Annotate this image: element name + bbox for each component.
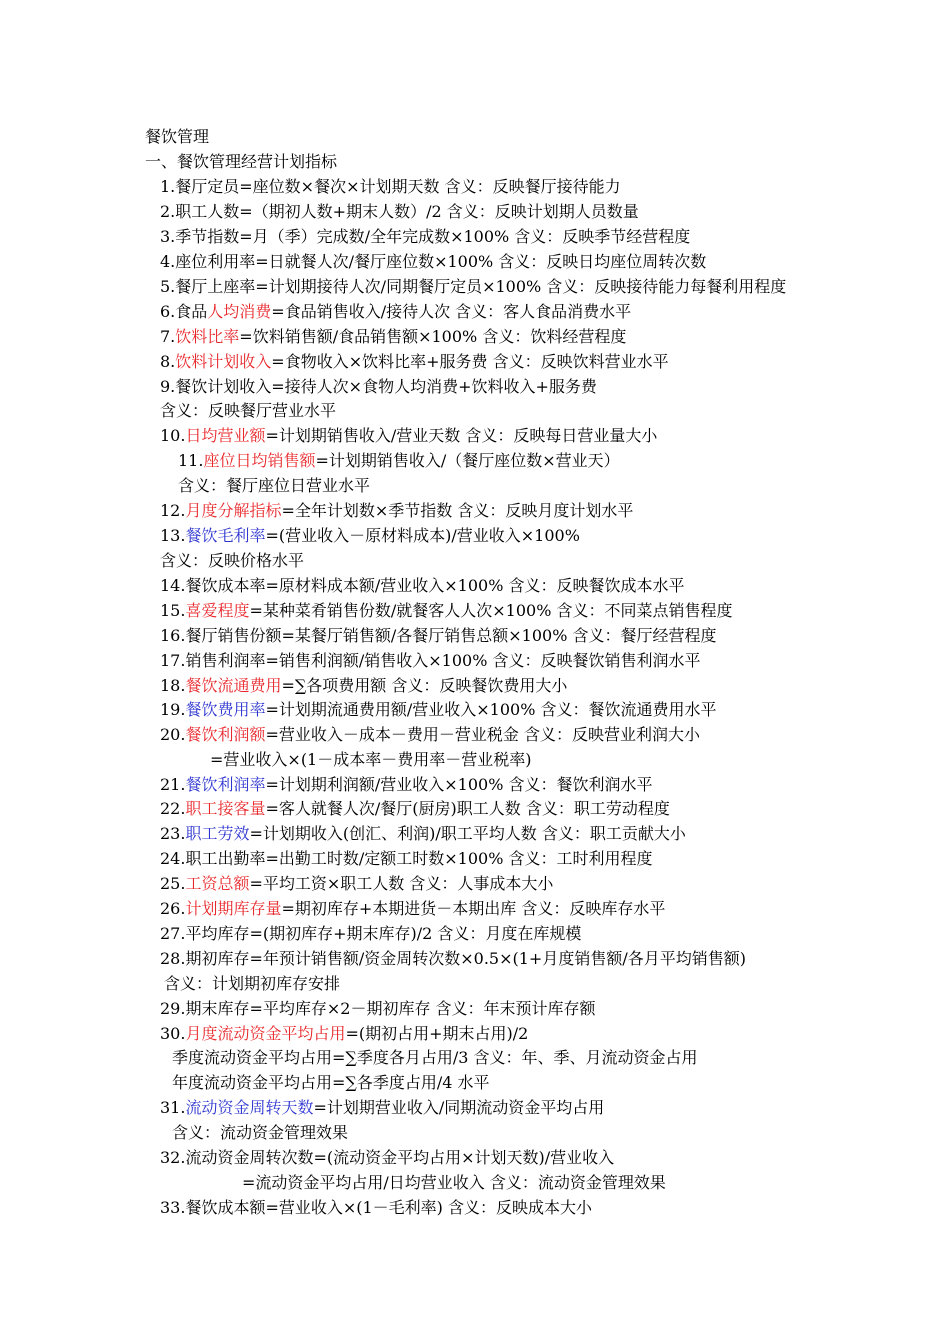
line-text: =营业收入－成本－费用－营业税金 含义：反映营业利润大小 bbox=[265, 725, 700, 744]
line-text: 30. bbox=[160, 1024, 186, 1043]
indicator-line bbox=[160, 725, 700, 745]
indicator-line bbox=[160, 526, 580, 546]
line-text: 5.餐厅上座率=计划期接待人次/同期餐厅定员×100% 含义：反映接待能力每餐利用程度 bbox=[160, 277, 787, 296]
indicator-line bbox=[178, 476, 370, 496]
line-text: 15. bbox=[160, 601, 186, 620]
line-text: =计划期销售收入/营业天数 含义：反映每日营业量大小 bbox=[265, 426, 658, 445]
indicator-line bbox=[160, 352, 669, 372]
indicator-line bbox=[160, 227, 690, 247]
line-text: 含义：反映餐厅营业水平 bbox=[160, 401, 337, 420]
indicator-line bbox=[160, 799, 670, 819]
line-text: =客人就餐人次/餐厅(厨房)职工人数 含义：职工劳动程度 bbox=[265, 799, 670, 818]
line-text: 32.流动资金周转次数=(流动资金平均占用×计划天数)/营业收入 bbox=[160, 1148, 615, 1167]
indicator-line bbox=[172, 1048, 698, 1068]
line-text: =营业收入×(1－成本率－费用率－营业税率) bbox=[210, 750, 532, 769]
line-text: 2.职工人数=（期初人数+期末人数）/2 含义：反映计划期人员数量 bbox=[160, 202, 639, 221]
line-text: 7. bbox=[160, 327, 176, 346]
indicator-line bbox=[160, 252, 706, 272]
line-text: 含义：餐厅座位日营业水平 bbox=[178, 476, 371, 495]
indicator-line bbox=[210, 750, 531, 770]
indicator-line bbox=[160, 924, 581, 944]
line-text: 含义：流动资金管理效果 bbox=[172, 1123, 349, 1142]
highlighted-term: 饮料计划收入 bbox=[175, 352, 272, 371]
indicator-line bbox=[164, 974, 340, 994]
line-text: 29.期末库存=平均库存×2－期初库存 含义：年末预计库存额 bbox=[160, 999, 596, 1018]
highlighted-term: 喜爱程度 bbox=[185, 601, 250, 620]
line-text: 14.餐饮成本率=原材料成本额/营业收入×100% 含义：反映餐饮成本水平 bbox=[160, 576, 685, 595]
line-text: =饮料销售额/食品销售额×100% 含义：饮料经营程度 bbox=[239, 327, 627, 346]
section-heading: 一、餐饮管理经营计划指标 bbox=[145, 152, 338, 171]
indicator-line bbox=[242, 1173, 666, 1193]
indicator-line bbox=[160, 651, 700, 671]
line-text: 3.季节指数=月（季）完成数/全年完成数×100% 含义：反映季节经营程度 bbox=[160, 227, 691, 246]
indicator-line bbox=[160, 277, 786, 297]
indicator-line bbox=[160, 601, 733, 621]
highlighted-term: 职工劳效 bbox=[185, 824, 250, 843]
line-text: =某种菜肴销售份数/就餐客人人次×100% 含义：不同菜点销售程度 bbox=[249, 601, 733, 620]
line-text: =全年计划数×季节指数 含义：反映月度计划水平 bbox=[281, 501, 634, 520]
highlighted-term: 流动资金周转天数 bbox=[185, 1098, 314, 1117]
line-text: 9.餐饮计划收入=接待人次×食物人均消费+饮料收入+服务费 bbox=[160, 377, 597, 396]
indicator-line bbox=[160, 426, 657, 446]
highlighted-term: 餐饮流通费用 bbox=[185, 676, 282, 695]
highlighted-term: 月度分解指标 bbox=[185, 501, 282, 520]
line-text: 12. bbox=[160, 501, 186, 520]
indicator-line bbox=[160, 501, 633, 521]
line-text: 21. bbox=[160, 775, 186, 794]
line-text: =∑各项费用额 含义：反映餐饮费用大小 bbox=[281, 676, 568, 695]
indicator-line bbox=[160, 1024, 528, 1044]
indicator-line bbox=[160, 700, 717, 720]
line-text: =(期初占用+期末占用)/2 bbox=[345, 1024, 529, 1043]
highlighted-term: 餐饮费用率 bbox=[185, 700, 266, 719]
indicator-line bbox=[160, 576, 684, 596]
line-text: 10. bbox=[160, 426, 186, 445]
line-text: 6.食品 bbox=[160, 302, 208, 321]
indicator-line bbox=[160, 1198, 592, 1218]
line-text: 1.餐厅定员=座位数×餐次×计划期天数 含义：反映餐厅接待能力 bbox=[160, 177, 621, 196]
indicator-line bbox=[160, 377, 597, 397]
indicator-line bbox=[160, 302, 631, 322]
highlighted-term: 工资总额 bbox=[185, 874, 250, 893]
line-text: 8. bbox=[160, 352, 176, 371]
line-text: 年度流动资金平均占用=∑各季度占用/4 水平 bbox=[172, 1073, 490, 1092]
line-text: 20. bbox=[160, 725, 186, 744]
highlighted-term: 饮料比率 bbox=[175, 327, 240, 346]
indicator-line bbox=[160, 202, 639, 222]
line-text: =计划期利润额/营业收入×100% 含义：餐饮利润水平 bbox=[265, 775, 653, 794]
indicator-line bbox=[172, 1123, 348, 1143]
highlighted-term: 月度流动资金平均占用 bbox=[185, 1024, 346, 1043]
highlighted-term: 日均营业额 bbox=[185, 426, 266, 445]
line-text: =平均工资×职工人数 含义：人事成本大小 bbox=[249, 874, 554, 893]
indicator-line bbox=[160, 1098, 604, 1118]
line-text: 季度流动资金平均占用=∑季度各月占用/3 含义：年、季、月流动资金占用 bbox=[172, 1048, 698, 1067]
indicator-line bbox=[160, 999, 596, 1019]
line-text: 25. bbox=[160, 874, 186, 893]
indicator-line bbox=[160, 177, 621, 197]
line-text: =计划期流通费用额/营业收入×100% 含义：餐饮流通费用水平 bbox=[265, 700, 717, 719]
indicator-line bbox=[160, 626, 716, 646]
line-text: =计划期销售收入/（餐厅座位数×营业天） bbox=[315, 451, 620, 470]
line-text: 23. bbox=[160, 824, 186, 843]
line-text: 17.销售利润率=销售利润额/销售收入×100% 含义：反映餐饮销售利润水平 bbox=[160, 651, 701, 670]
indicator-line bbox=[160, 899, 665, 919]
doc-title: 餐饮管理 bbox=[145, 127, 210, 146]
line-text: 16.餐厅销售份额=某餐厅销售额/各餐厅销售总额×100% 含义：餐厅经营程度 bbox=[160, 626, 717, 645]
highlighted-term: 餐饮利润率 bbox=[185, 775, 266, 794]
highlighted-term: 餐饮利润额 bbox=[185, 725, 266, 744]
indicator-line bbox=[160, 676, 567, 696]
line-text: =食物收入×饮料比率+服务费 含义：反映饮料营业水平 bbox=[271, 352, 669, 371]
line-text: =食品销售收入/接待人次 含义：客人食品消费水平 bbox=[271, 302, 632, 321]
indicator-line bbox=[172, 1073, 490, 1093]
line-text: =计划期收入(创汇、利润)/职工平均人数 含义：职工贡献大小 bbox=[249, 824, 686, 843]
indicator-line bbox=[160, 1148, 614, 1168]
line-text: =流动资金平均占用/日均营业收入 含义：流动资金管理效果 bbox=[242, 1173, 666, 1192]
indicator-line bbox=[178, 451, 620, 471]
line-text: 22. bbox=[160, 799, 186, 818]
indicator-line bbox=[160, 949, 746, 969]
indicator-line bbox=[160, 551, 304, 571]
line-text: 含义：反映价格水平 bbox=[160, 551, 305, 570]
indicator-line bbox=[160, 824, 686, 844]
line-text: 28.期初库存=年预计销售额/资金周转次数×0.5×(1+月度销售额/各月平均销售额) bbox=[160, 949, 746, 968]
indicator-line bbox=[160, 849, 652, 869]
line-text: 11. bbox=[178, 451, 204, 470]
indicator-line bbox=[160, 327, 626, 347]
line-text: 4.座位利用率=日就餐人次/餐厅座位数×100% 含义：反映日均座位周转次数 bbox=[160, 252, 707, 271]
line-text: 19. bbox=[160, 700, 186, 719]
line-text: 27.平均库存=(期初库存+期末库存)/2 含义：月度在库规模 bbox=[160, 924, 582, 943]
highlighted-term: 人均消费 bbox=[207, 302, 272, 321]
indicator-line bbox=[160, 775, 653, 795]
highlighted-term: 餐饮毛利率 bbox=[185, 526, 266, 545]
indicator-line bbox=[160, 874, 553, 894]
line-text: 33.餐饮成本额=营业收入×(1－毛利率) 含义：反映成本大小 bbox=[160, 1198, 593, 1217]
highlighted-term: 职工接客量 bbox=[185, 799, 266, 818]
line-text: =(营业收入－原材料成本)/营业收入×100% bbox=[265, 526, 580, 545]
highlighted-term: 计划期库存量 bbox=[185, 899, 282, 918]
line-text: 18. bbox=[160, 676, 186, 695]
line-text: 13. bbox=[160, 526, 186, 545]
line-text: 24.职工出勤率=出勤工时数/定额工时数×100% 含义：工时利用程度 bbox=[160, 849, 653, 868]
line-text: =期初库存+本期进货－本期出库 含义：反映库存水平 bbox=[281, 899, 666, 918]
line-text: 26. bbox=[160, 899, 186, 918]
line-text: 31. bbox=[160, 1098, 186, 1117]
highlighted-term: 座位日均销售额 bbox=[203, 451, 316, 470]
line-text: 含义：计划期初库存安排 bbox=[164, 974, 341, 993]
indicator-line bbox=[160, 401, 336, 421]
line-text: =计划期营业收入/同期流动资金平均占用 bbox=[313, 1098, 605, 1117]
